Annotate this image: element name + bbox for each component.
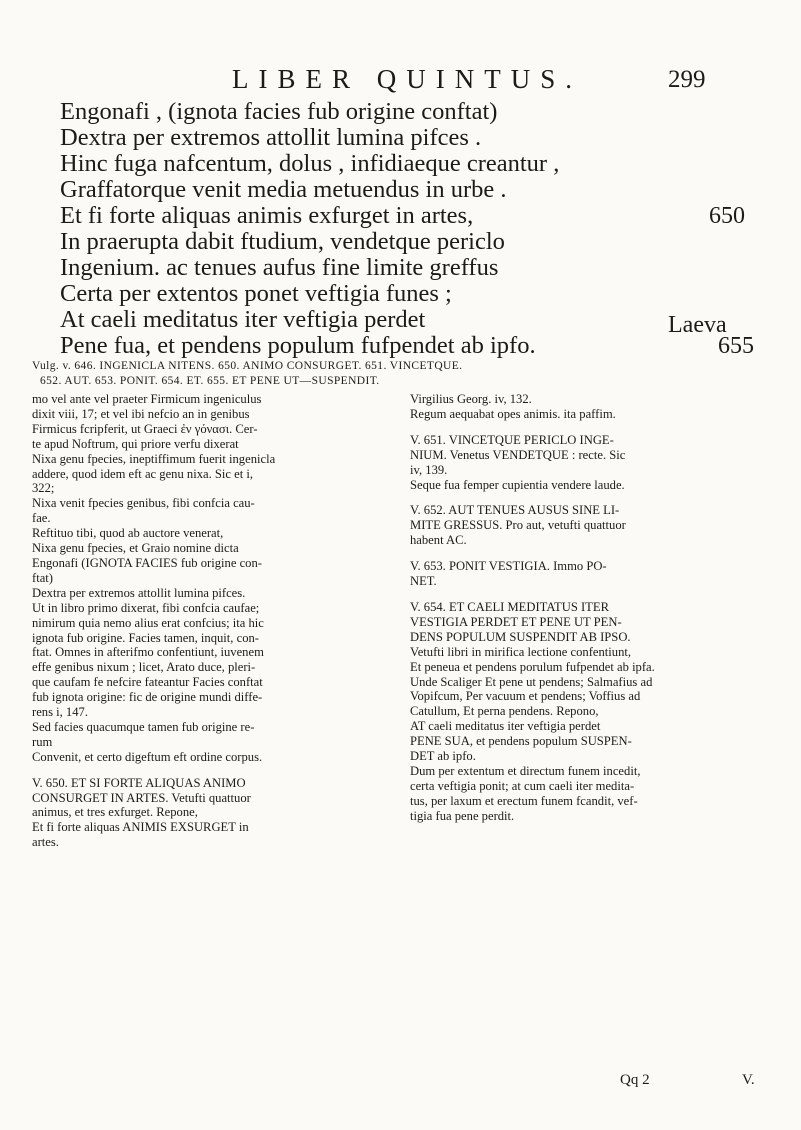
commentary-line: que caufam fe nefcire fateantur Facies conftat <box>32 675 263 690</box>
commentary-line: Engonafi (IGNOTA FACIES fub origine con- <box>32 555 262 570</box>
commentary-line: Unde Scaliger Et pene ut pendens; Salmafius ad <box>410 674 653 689</box>
commentary-line: te apud Noftrum, qui priore verfu dixerat <box>32 436 239 451</box>
verse-text: At caeli meditatus iter veftigia perdet <box>60 306 426 333</box>
commentary-line: Ut in libro primo dixerat, fibi confcia caufae; <box>32 600 260 615</box>
verse-text: In praerupta dabit ftudium, vendetque periclo <box>60 228 505 255</box>
commentary-line: Nixa genu fpecies, ineptiffimum fuerit ingenicla <box>32 451 276 466</box>
bottom-catchword: V. <box>742 1072 755 1088</box>
commentary-line: effe genibus nixum ; licet, Arato duce, pleri- <box>32 660 256 675</box>
verse-text: Pene fua, et pendens populum fufpendet ab ipfo. <box>60 332 536 359</box>
verse-line <box>60 229 780 255</box>
commentary-line: Seque fua femper cupientia vendere laude. <box>410 477 625 492</box>
commentary-line: Sed facies quacumque tamen fub origine re- <box>32 719 255 734</box>
variant-readings <box>32 359 772 389</box>
variant-line: Vulg. v. 646. INGENICLA NITENS. 650. ANIMO CONSURGET. 651. VINCETQUE. <box>32 360 463 372</box>
verse-number: 650 <box>709 203 745 229</box>
commentary-line: addere, quod idem eft ac genu nixa. Sic et i, <box>32 466 254 481</box>
verse-text: Ingenium. ac tenues aufus fine limite greffus <box>60 254 499 281</box>
verse-line <box>60 125 780 151</box>
commentary-line: mo vel ante vel praeter Firmicum ingeniculus <box>32 392 262 406</box>
commentary-line: Reftituo tibi, quod ab auctore venerat, <box>32 526 224 541</box>
commentary-line: V. 653. PONIT VESTIGIA. Immo PO- <box>410 559 607 574</box>
commentary-line: Dum per extentum et directum funem incedit, <box>410 763 641 778</box>
commentary-line: nimirum quia nemo alius erat confcius; ita hic <box>32 615 264 630</box>
verse-line <box>60 99 780 125</box>
verse-line <box>60 203 780 229</box>
commentary-line: V. 654. ET CAELI MEDITATUS ITER <box>410 599 609 614</box>
commentary-line: Vetufti libri in mirifica lectione confentiunt, <box>410 644 632 659</box>
commentary-line: dixit viii, 17; et vel ibi nefcio an in genibus <box>32 406 250 421</box>
commentary-line: V. 652. AUT TENUES AUSUS SINE LI- <box>410 503 620 518</box>
commentary-line: PENE SUA, et pendens populum SUSPEN- <box>410 734 632 749</box>
verse-line <box>60 281 780 307</box>
page-header <box>0 64 801 98</box>
commentary-line: NIUM. Venetus VENDETQUE : recte. Sic <box>410 447 626 462</box>
commentary-line: Nixa venit fpecies genibus, fibi confcia cau- <box>32 496 255 511</box>
commentary-line: rum <box>32 734 53 749</box>
commentary-line: DENS POPULUM SUSPENDIT AB IPSO. <box>410 629 631 644</box>
commentary-line: ftat. Omnes in afterifmo confentiunt, iuvenem <box>32 645 264 660</box>
verse-text: Graffatorque venit media metuendus in urbe . <box>60 176 507 203</box>
commentary-line: fae. <box>32 511 51 526</box>
commentary-line: rens i, 147. <box>32 705 88 720</box>
commentary-line: Dextra per extremos attollit lumina pifces. <box>32 585 246 600</box>
commentary-line: 322; <box>32 481 55 496</box>
commentary-line: Virgilius Georg. iv, 132. <box>410 392 532 406</box>
page-number: 299 <box>668 66 706 93</box>
variant-line: 652. AUT. 653. PONIT. 654. ET. 655. ET PENE UT—SUSPENDIT. <box>40 375 380 387</box>
commentary-line: VESTIGIA PERDET ET PENE UT PEN- <box>410 614 622 629</box>
commentary-line: animus, et tres exfurget. Repone, <box>32 805 198 820</box>
commentary-line: fub ignota origine: fic de origine mundi diffe- <box>32 690 263 705</box>
paragraph-gap <box>410 548 775 559</box>
commentary-line: Regum aequabat opes animis. ita paffim. <box>410 406 616 421</box>
commentary-line: habent AC. <box>410 533 467 548</box>
catchword: Laeva <box>668 312 727 338</box>
commentary-line: tus, per laxum et erectum funem fcandit, vef- <box>410 793 638 808</box>
commentary-line: Et peneua et pendens porulum fufpendet ab ipfa. <box>410 659 655 674</box>
commentary-line: Nixa genu fpecies, et Graio nomine dicta <box>32 541 239 556</box>
verse-line <box>60 151 780 177</box>
commentary-line: NET. <box>410 574 437 589</box>
commentary-line: iv, 139. <box>410 462 448 477</box>
commentary-line: DET ab ipfo. <box>410 749 476 764</box>
verse-text: Et fi forte aliquas animis exfurget in artes, <box>60 202 474 229</box>
commentary-line: certa veftigia ponit; at cum caeli iter medita- <box>410 778 635 793</box>
verse-text: Certa per extentos ponet veftigia funes ; <box>60 280 452 307</box>
commentary-line: Vopifcum, Per vacuum et pendens; Voffius ad <box>410 689 641 704</box>
commentary-line: V. 651. VINCETQUE PERICLO INGE- <box>410 432 614 447</box>
commentary-line: Firmicus fcripferit, ut Graeci ἐν γόνασι. Cer- <box>32 421 258 436</box>
commentary-line: ignota fub origine. Facies tamen, inquit, con- <box>32 630 259 645</box>
verse-line <box>60 255 780 281</box>
paragraph-gap <box>410 492 775 503</box>
paragraph-gap <box>410 422 775 433</box>
verse-text: Dextra per extremos attollit lumina pifces . <box>60 124 482 151</box>
commentary-line: V. 650. ET SI FORTE ALIQUAS ANIMO <box>32 775 246 790</box>
signature-mark: Qq 2 <box>620 1072 650 1088</box>
commentary-left-column <box>32 392 387 850</box>
commentary-line: tigia fua pene perdit. <box>410 808 515 823</box>
commentary-line: AT caeli meditatus iter veftigia perdet <box>410 719 601 734</box>
verse-number: 655 <box>718 333 754 359</box>
commentary-line: artes. <box>32 835 59 850</box>
verse-text: Hinc fuga nafcentum, dolus , infidiaeque creantur , <box>60 150 560 177</box>
paragraph-gap <box>32 765 387 776</box>
commentary-line: ftat) <box>32 570 53 585</box>
paragraph-gap <box>410 589 775 600</box>
verse-text: Engonafi , (ignota facies fub origine conftat) <box>60 98 498 125</box>
commentary-line: MITE GRESSUS. Pro aut, vetufti quattuor <box>410 518 626 533</box>
commentary-right-column <box>410 392 775 824</box>
running-head: LIBER QUINTUS. <box>232 64 582 94</box>
verse-line <box>60 177 780 203</box>
commentary-line: CONSURGET IN ARTES. Vetufti quattuor <box>32 790 251 805</box>
commentary-line: Convenit, et certo digeftum eft ordine corpus. <box>32 749 263 764</box>
commentary-line: Et fi forte aliquas ANIMIS EXSURGET in <box>32 820 249 835</box>
commentary-line: Catullum, Et perna pendens. Repono, <box>410 704 599 719</box>
